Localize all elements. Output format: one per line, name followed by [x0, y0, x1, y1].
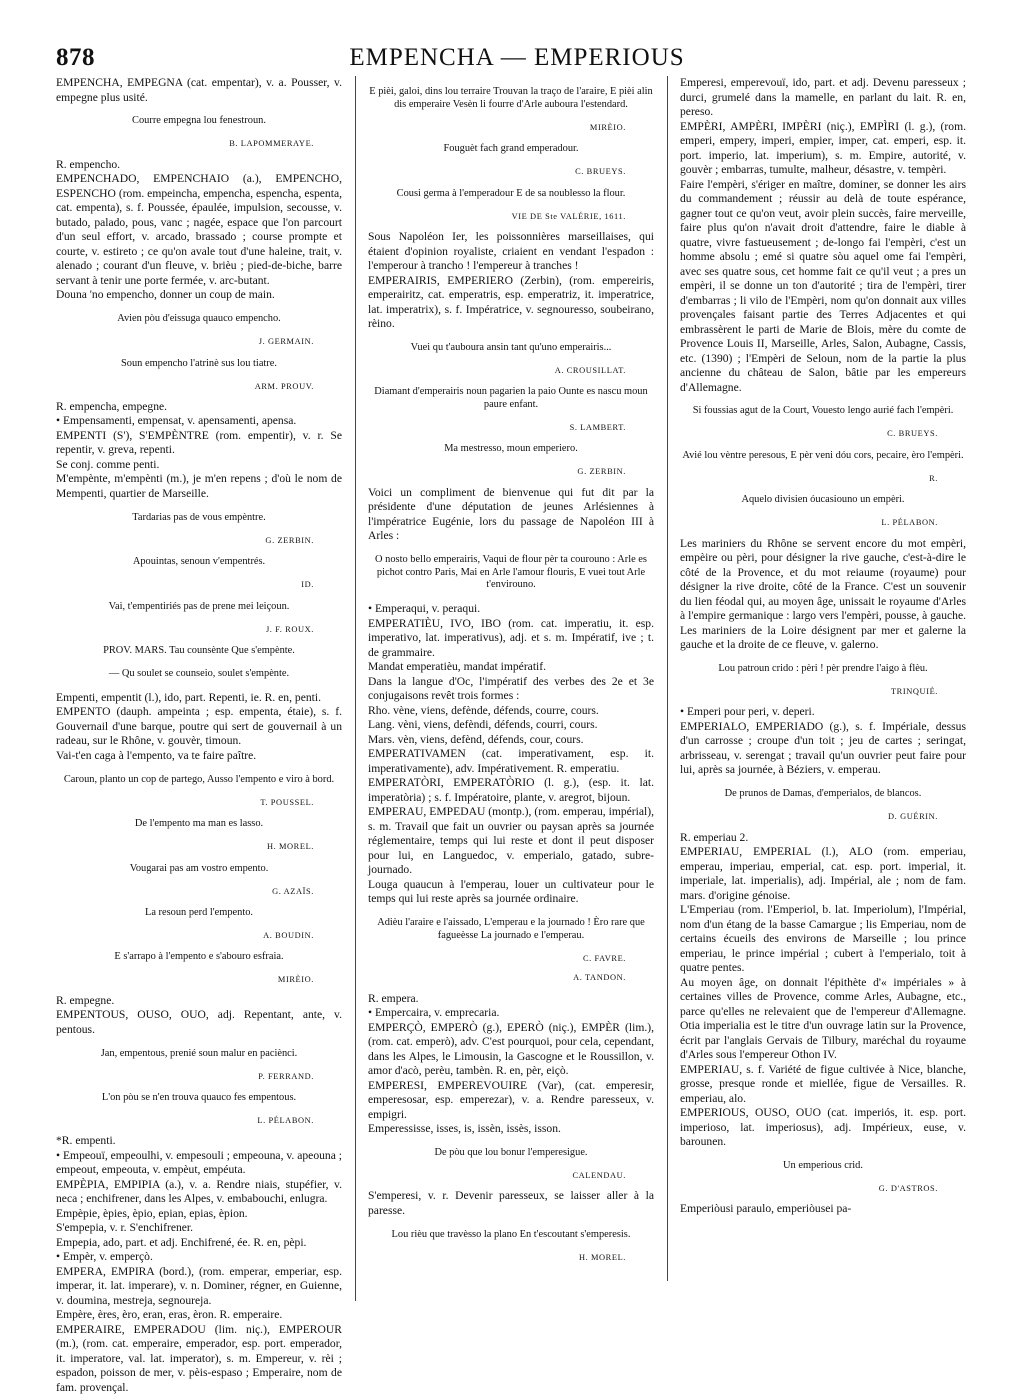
citation-quote: Avien pòu d'eissuga quauco empencho.: [117, 313, 281, 325]
citation-quote: De l'empento ma man es lasso.: [134, 818, 264, 830]
citation-source: L. PÉLABON.: [257, 1115, 314, 1125]
citation-quote: Vai, t'empentiriés pas de prene mei leiçoun.: [108, 600, 290, 612]
dictionary-entry: Voici un compliment de bienvenue qui fut dit par la présidente d'une députation de jeunes Arlésiennes à l'impératrice Eugénie, lors du passage de Napoléon III à Arles :: [368, 485, 654, 543]
dictionary-entry: Emperiòusi paraulo, emperiòusei pa-: [680, 1202, 852, 1216]
dictionary-entry: EMPERIALO, EMPERIADO (g.), s. f. Impériale, dessus d'un carrosse ; croupe d'un toit ; jeu de cartes ; seringat, arbrisseau, v. serengat ; travail qu'un ouvrier peut faire pour lui, après sa journée, à Béziers, v. emperau.: [680, 719, 966, 777]
dictionary-entry: EMPERIAU, s. f. Variété de figue cultivée à Nice, blanche, grosse, presque ronde et miellée, figue de Versailles. R. emperiau, alo.: [680, 1062, 966, 1105]
citation-quote: Courre empegna lou fenestroun.: [132, 115, 266, 127]
citation-quote: Vuei qu t'auboura ansin tant qu'uno emperairis...: [410, 342, 612, 353]
citation-source: D. GUÉRIN.: [888, 812, 938, 822]
citation-source: G. ZERBIN.: [265, 535, 314, 545]
dictionary-entry: R. empera.: [368, 991, 419, 1005]
citation-source: C. BRUEYS.: [575, 167, 626, 177]
citation-quote: De pòu que lou bonur l'emperesigue.: [434, 1146, 588, 1158]
citation-quote: Apouintas, senoun v'empentrés.: [132, 556, 266, 568]
citation-quote: O nosto bello emperairis, Vaqui de flour pèr ta courouno : Arle es pichot contro Paris, Mai en Arle l'amour flouris, E vuei tout Arle t'envirouno.: [375, 554, 647, 591]
citation-source: J. F. ROUX.: [265, 624, 314, 634]
citation-source: G. AZAÏS.: [272, 886, 314, 896]
dictionary-entry: Emperessisse, isses, is, issèn, issès, isson.: [368, 1122, 561, 1136]
citation-quote: Cousi germa à l'emperadour E de sa noublesso la flour.: [396, 187, 626, 199]
citation-source: T. POUSSEL.: [260, 797, 314, 807]
dictionary-entry: Empenti, empentit (l.), ido, part. Repenti, ie. R. en, penti.: [56, 690, 321, 704]
dictionary-entry: Les mariniers du Rhône se servent encore du mot empèri, empèire ou pèri, pour désigner la rive gauche, c'est-à-dire le côté de la Provence, et du mot reiaume (royaume) pour désigner la rive droite, côté de la France. C'est un souvenir du lien féodal qui, au moyen âge, unissait le royaume d'Arles à l'empire germanique : largo vers l'empèri, pousse, à gauche. Les mariniers de la Loire désignent par mer et galerne la gauche et la droite de ce fleuve, v. galerno.: [680, 536, 966, 652]
citation-source: TRINQUIÉ.: [890, 686, 938, 696]
citation-source: MIRÈIO.: [589, 122, 626, 132]
citation-quote: E s'arrapo à l'empento e s'abouro esfraia.: [114, 951, 284, 963]
citation-quote: De prunos de Damas, d'emperialos, de blancos.: [724, 788, 922, 800]
citation-quote: Fouguèt fach grand emperadour.: [443, 143, 579, 155]
dictionary-entry: EMPENCHADO, EMPENCHAIO (a.), EMPENCHO, ESPENCHO (rom. empeincha, empencha, espencha, espenta, cat. empenta), s. f. Poussée, épaulée, impulsion, secousse, v. butado, palado, pous, vanc ; nagée, espace que l'on parcourt d'un seul effort, v. arcado, brassado ; course prompte et courte, v. estireto ; ce qu'on avale tout d'une haleine, trait, v. alenado ; courant d'un fleuve, v. brièu ; pied-de-biche, barre servant à tenir une porte fermée, v. arc-butant.: [56, 172, 342, 287]
dictionary-entry: EMPÈPIA, EMPIPIA (a.), v. a. Rendre niais, stupéfier, v. neca ; enchifrener, dans les Alpes, v. embabouchi, enlugra.: [56, 1177, 342, 1206]
citation-source: J. GERMAIN.: [258, 337, 314, 347]
dictionary-entry: • Empensamenti, empensat, v. apensamenti, apensa.: [56, 414, 297, 428]
dictionary-entry: EMPERAIRIS, EMPERIERO (Zerbin), (rom. empereiris, emperairitz, cat. emperatris, esp. emperatriz, it. imperatrice, lat. imperatrix), s. f. Impératrice, v. segnouresso, soubeirano, rèino.: [368, 273, 654, 331]
citation-source: G. ZERBIN.: [577, 467, 626, 477]
dictionary-entry: Vai-t'en caga à l'empento, va te faire paître.: [56, 748, 257, 762]
dictionary-entry: EMPERAIRE, EMPERADOU (lim. niç.), EMPEROUR (m.), (rom. cat. emperaire, emperador, esp. port. emperador, it. imperatore, val. lat. imperator), s. m. Empereur, v. rèi ; espadon, poisson de mer, v. pèis-espaso ; Emperaire, nom de fam. provençal.: [56, 1322, 342, 1394]
citation-quote: Lou patroun crido : pèri ! pèr prendre l'aigo à flèu.: [718, 662, 928, 674]
dictionary-entry: S'emperesi, v. r. Devenir paresseux, se laisser aller à la paresse.: [368, 1189, 654, 1217]
dictionary-entry: Sous Napoléon Ier, les poissonnières marseillaises, qui étaient d'opinion royaliste, criaient en vendant l'espadon : l'emperour à trancho ! l'empereur à tranches !: [368, 230, 654, 273]
dictionary-entry: Empère, ères, èro, eran, eras, èron. R. emperaire.: [56, 1308, 283, 1322]
dictionary-entry: EMPERAU, EMPEDAU (montp.), (rom. emperau, impérial), s. m. Travail que fait un ouvrier ou paysan après sa journée réglementaire, temps qui lui reste et dont il peut disposer pour lui, en Languedoc, v. emperialo, gatado, subre-journado.: [368, 805, 654, 877]
citation-source: B. LAPOMMERAYE.: [229, 139, 314, 149]
dictionary-page: [52, 38, 982, 1394]
dictionary-entry: Se conj. comme penti.: [56, 457, 160, 471]
citation-quote: Avié lou vèntre peresous, E pèr veni dóu cors, pecaire, èro l'empèri.: [682, 449, 964, 461]
dictionary-entry: Dans la langue d'Oc, l'impératif des verbes des 2e et 3e conjugaisons revêt trois formes :: [368, 674, 654, 703]
citation-quote: Lou rièu que travèsso la plano En t'escoutant s'emperesis.: [391, 1228, 631, 1240]
dictionary-entry: Mars. vèn, viens, defènd, défends, cour, cours.: [368, 732, 584, 746]
dictionary-entry: EMPERATIÈU, IVO, IBO (rom. cat. imperatiu, it. esp. imperativo, lat. imperativus), adj. et s. m. Impératif, ive ; t. de grammaire.: [368, 616, 654, 659]
column-left: [56, 76, 342, 1394]
dictionary-entry: Empepia, ado, part. et adj. Enchifrené, ée. R. en, pèpi.: [56, 1235, 307, 1249]
citation-source: A. TANDON.: [573, 973, 626, 983]
dictionary-entry: R. empencha, empegne.: [56, 399, 168, 413]
page-number: 878: [56, 44, 95, 71]
dictionary-entry: Lang. vèni, viens, defèndi, défends, courri, cours.: [368, 718, 598, 732]
citation-source: P. FERRAND.: [258, 1071, 314, 1081]
citation-source: ID.: [301, 580, 314, 590]
citation-quote: Diamant d'emperairis noun pagarien la paio Ounte es nascu moun paure enfant.: [374, 386, 648, 410]
dictionary-entry: • Emperi pour peri, v. deperi.: [680, 705, 815, 719]
dictionary-entry: Mandat emperatièu, mandat impératif.: [368, 660, 547, 674]
column-divider: [355, 76, 356, 1301]
citation-quote: La resoun perd l'empento.: [144, 906, 254, 918]
citation-source: C. BRUEYS.: [887, 429, 938, 439]
dictionary-entry: Louga quaucun à l'emperau, louer un cultivateur pour le temps qui lui reste après sa journée ordinaire.: [368, 877, 654, 906]
dictionary-entry: Au moyen âge, on donnait l'épithète d'« impériales » à certaines villes de Provence, comme Arles, Aubagne, etc., parce qu'elles ne relevaient que de l'empereur d'Allemagne. Otia imperialia est le titre d'un ouvrage latin sur la Provence, écrit par l'anglais Gervais de Tilbury, maréchal du royaume d'Arles sous l'empereur Othon IV.: [680, 975, 966, 1062]
citation-quote: Vougarai pas am vostro empento.: [129, 862, 269, 874]
dictionary-entry: EMPERIOUS, OUSO, OUO (cat. imperiós, it. esp. port. imperioso, lat. imperiosus), adj. Impérieux, euse, v. barounen.: [680, 1106, 966, 1149]
citation-source: H. MOREL.: [578, 1252, 626, 1262]
dictionary-entry: R. emperiau 2.: [680, 830, 749, 844]
dictionary-entry: EMPERESI, EMPEREVOUIRE (Var), (cat. emperesir, emperesosar, esp. emperezar), v. a. Rendre paresseux, v. empigri.: [368, 1078, 654, 1121]
citation-quote: Si foussias agut de la Court, Vouesto lengo aurié fach l'empèri.: [692, 405, 954, 417]
citation-quote: Jan, empentous, prenié soun malur en paciènci.: [100, 1047, 298, 1059]
citation-quote: Un emperious crid.: [783, 1159, 863, 1171]
citation-source: ARM. PROUV.: [254, 381, 314, 391]
citation-source: H. MOREL.: [266, 842, 314, 852]
dictionary-entry: EMPERATIVAMEN (cat. imperativament, esp. it. imperativamente), adv. Impérativement. R. emperatiu.: [368, 747, 654, 775]
dictionary-entry: M'empènte, m'empènti (m.), je m'en repens ; d'où le nom de Mempenti, quartier de Marseille.: [56, 472, 342, 500]
dictionary-entry: EMPÈRI, AMPÈRI, IMPÈRI (niç.), EMPÌRI (l. g.), (rom. emperi, empery, imperi, empier, imper, cat. emperi, esp. it. port. imperio, lat. imperium), s. m. Empire, autorité, v. gouvèr ; embarras, tumulte, malheur, désastre, v. tempèri.: [680, 119, 966, 176]
dictionary-entry: EMPERÇÒ, EMPERÒ (g.), EPERÒ (niç.), EMPÈR (lim.), (rom. cat. emperò), adv. C'est pourquoi, pour cela, cependant, dans les Alpes, le Limousin, la Gascogne et le Roussillon, v. amor d'acò, perèu, tambèn. R. en, pèr, eiçò.: [368, 1020, 654, 1078]
dictionary-entry: EMPERATÒRI, EMPERATÒRIO (l. g.), (esp. it. lat. imperatòria) ; s. f. Impératoire, plante, v. aregrot, bijoun.: [368, 776, 654, 804]
dictionary-entry: • Emperaqui, v. peraqui.: [368, 602, 481, 616]
citation-quote: Caroun, planto un cop de partego, Ausso l'empento e viro à bord.: [63, 773, 335, 785]
citation-source: MIRÈIO.: [277, 975, 314, 985]
dictionary-entry: • Empèr, v. emperçò.: [56, 1250, 153, 1264]
dictionary-entry: • Empeouï, empeoulhi, v. empesouli ; empeouna, v. apeouna ; empeout, empeouta, v. empèut, empéuta.: [56, 1148, 342, 1177]
citation-quote: Adièu l'araire e l'aissado, L'emperau e la journado ! Èro rare que fagueèsse La journado e l'emperau.: [377, 917, 645, 941]
column-right: [680, 76, 966, 1324]
citation-quote: Ma mestresso, moun emperiero.: [444, 443, 578, 455]
dictionary-entry: EMPENTI (S'), S'EMPÈNTRE (rom. empentir), v. r. Se repentir, v. greva, repenti.: [56, 428, 342, 457]
dictionary-entry: *R. empenti.: [56, 1134, 116, 1148]
running-title: EMPENCHA — EMPERIOUS: [349, 44, 685, 71]
dictionary-entry: EMPENTOUS, OUSO, OUO, adj. Repentant, ante, v. pentous.: [56, 1008, 342, 1036]
text-columns: [52, 76, 982, 1394]
dictionary-entry: Douna 'no empencho, donner un coup de main.: [56, 288, 275, 302]
column-divider: [667, 76, 668, 1281]
dictionary-entry: Emperesi, emperevouï, ido, part. et adj. Devenu paresseux ; durci, grumelé dans la mamelle, en parlant du lait. R. en, pereso.: [680, 76, 966, 118]
dictionary-entry: EMPENCHA, EMPEGNA (cat. empentar), v. a. Pousser, v. empegne plus usité.: [56, 76, 342, 104]
dictionary-entry: L'Emperiau (rom. l'Emperiol, b. lat. Imperiolum), l'Impérial, nom d'un étang de la basse Camargue ; lis Emperiau, nom de certains écueils des environs de Marseille ; lou prince emperiau, le prince impérial ; cubert à l'emperialo, toit à quatre pentes.: [680, 903, 966, 975]
dictionary-entry: S'empepia, v. r. S'enchifrener.: [56, 1221, 194, 1235]
citation-quote: E pièi, galoi, dins lou terraire Trouvan la traço de l'araire, E pièi alin dis emperaire Vesèn li fourre d'Arle auboura l'estendard.: [369, 86, 653, 110]
citation-quote: Tardarias pas de vous empèntre.: [132, 511, 266, 523]
citation-source: C. FAVRE.: [582, 953, 626, 963]
citation-source: G. D'ASTROS.: [878, 1183, 938, 1193]
dictionary-entry: R. empencho.: [56, 157, 121, 171]
citation-quote: — Qu soulet se counseio, soulet s'empènte.: [108, 667, 290, 679]
dictionary-entry: R. empegne.: [56, 993, 115, 1007]
citation-quote: PROV. MARS. Tau counsènte Que s'empènte.: [103, 644, 295, 656]
citation-source: VIE DE Ste VALÉRIE, 1611.: [511, 211, 626, 221]
citation-source: A. CROUSILLAT.: [554, 365, 626, 375]
citation-quote: Aquelo divisien óucasiouno un empèri.: [741, 494, 905, 506]
page-header: [52, 38, 982, 78]
citation-quote: L'on pòu se n'en trouva quauco fes empentous.: [101, 1091, 297, 1103]
citation-source: CALENDAU.: [572, 1170, 626, 1180]
column-middle: [368, 76, 654, 1306]
citation-source: S. LAMBERT.: [569, 422, 626, 432]
dictionary-entry: EMPENTO (dauph. ampeinta ; esp. empenta, étaie), s. f. Gouvernail d'une barque, poutre qui sert de gouvernail à un radeau, sur le Rhône, v. gouvèr, timoun.: [56, 705, 342, 748]
dictionary-entry: • Empercaira, v. emprecaria.: [368, 1006, 500, 1020]
citation-source: L. PÉLABON.: [881, 518, 938, 528]
dictionary-entry: Faire l'empèri, s'ériger en maître, dominer, se donner les airs du commandement ; réussir au delà de toute espérance, gagner tout ce qu'on veut, avoir plein succès, faire merveille, faire plus qu'on n'avait droit d'attendre, faire le diable à quatre, vivre fastueusement ; de-longo fai l'empèri, c'est un homme absolu ; emé si quatre sòu aquel ome fai l'empèri, avec ses quatre sous, cet homme fait ce qu'il veut ; a pres un empèri, il se donne un ton d'autorité ; tira de l'empèri, tirer d'embarras ; li vilo de l'Empèri, nom qu'on donnait aux villes provençales faisant partie des Terres Adjacentes et qui embrassèrent le parti de Marie de Blois, mère du comte de Provence Louis II, Marseille, Arles, Salon, Aubagne, Cassis, etc. (1390) ; l'Empèri de Seloun, nom de la partie la plus ancienne du château de Salon, bâtie par les empereurs d'Allemagne.: [680, 177, 966, 394]
citation-quote: Soun empencho l'atrinè sus lou tiatre.: [121, 357, 277, 369]
citation-source: R.: [929, 473, 938, 483]
citation-source: A. BOUDIN.: [263, 930, 314, 940]
dictionary-entry: Rho. vène, viens, defènde, défends, courre, cours.: [368, 703, 599, 717]
dictionary-entry: Empèpie, èpies, èpio, epian, epias, èpion.: [56, 1206, 248, 1220]
dictionary-entry: EMPERIAU, EMPERIAL (l.), ALO (rom. emperiau, emperau, imperiau, emperial, cat. esp. port. imperial, it. imperiale, lat. imperialis), adj. Impérial, ale ; nom de fam. mars. d'origine génoise.: [680, 845, 966, 902]
dictionary-entry: EMPERA, EMPIRA (bord.), (rom. emperar, emperiar, esp. imperar, it. lat. imperare), v. n. Dominer, régner, en Guienne, v. doumina, mestreja, segnoureja.: [56, 1264, 342, 1307]
